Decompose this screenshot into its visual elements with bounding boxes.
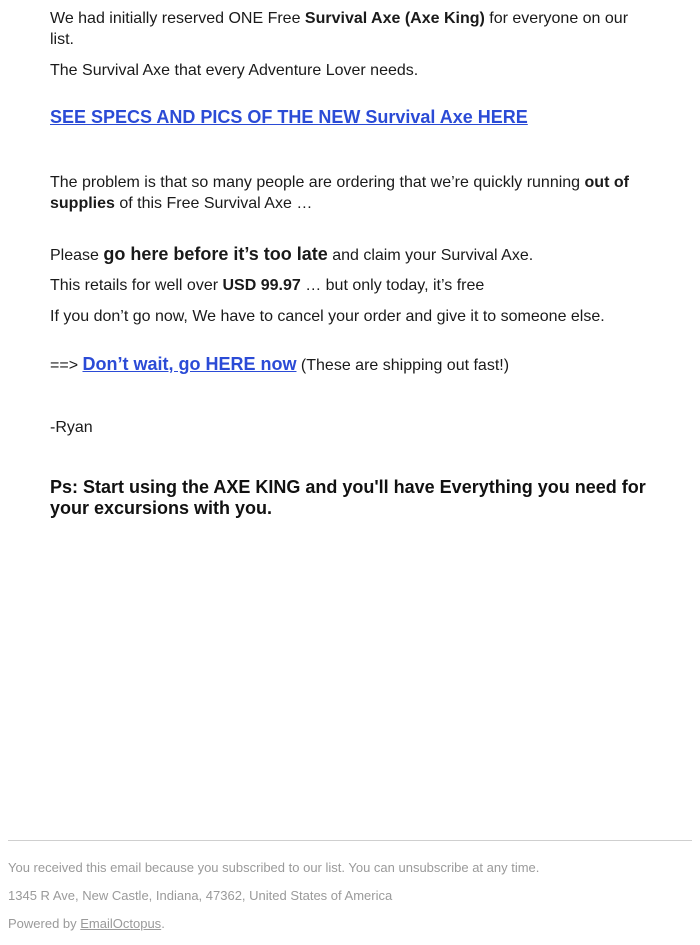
postscript: Ps: Start using the AXE KING and you'll have Everything you need for your excursions with you.	[50, 477, 646, 518]
problem-paragraph	[50, 172, 650, 214]
powered-by-period: .	[161, 916, 165, 931]
footer-address: 1345 R Ave, New Castle, Indiana, 47362, United States of America	[8, 888, 393, 903]
footer-divider	[8, 840, 692, 841]
product-name: Survival Axe (Axe King)	[304, 10, 485, 27]
go-here-text: go here before it’s too late	[103, 244, 328, 264]
footer-powered-by	[8, 916, 692, 932]
claim-text: Please	[50, 247, 104, 264]
footer-notice: You received this email because you subscribed to our list. You can unsubscribe at any time.	[8, 860, 540, 875]
intro-text: We had initially reserved ONE Free	[50, 10, 305, 27]
specs-link[interactable]: SEE SPECS AND PICS OF THE NEW Survival Axe HERE	[50, 107, 528, 127]
problem-text: The problem is that so many people are ordering that we’re quickly running	[50, 174, 585, 191]
cta-note: (These are shipping out fast!)	[296, 357, 510, 374]
price-paragraph	[50, 275, 484, 296]
emailoctopus-link[interactable]: EmailOctopus	[80, 916, 162, 931]
claim-paragraph	[50, 244, 533, 266]
powered-by-text: Powered by	[8, 916, 81, 931]
intro-paragraph	[50, 8, 650, 50]
specs-paragraph	[50, 107, 528, 129]
intro-text-end: for everyone on our list.	[50, 10, 629, 48]
cta-link[interactable]: Don’t wait, go HERE now	[82, 354, 297, 374]
price-value: USD 99.97	[222, 277, 301, 294]
arrow-text: ==>	[50, 357, 83, 374]
tagline-paragraph: The Survival Axe that every Adventure Lover needs.	[50, 62, 419, 79]
claim-text-end: and claim your Survival Axe.	[327, 247, 534, 264]
problem-text-end: of this Free Survival Axe …	[114, 195, 313, 212]
price-text-end: … but only today, it’s free	[300, 277, 485, 294]
signature: -Ryan	[50, 419, 93, 436]
cta-paragraph	[50, 354, 509, 376]
out-of-supplies-text: out of supplies	[50, 174, 629, 212]
cancel-paragraph: If you don’t go now, We have to cancel your order and give it to someone else.	[50, 308, 605, 325]
price-text: This retails for well over	[50, 277, 223, 294]
